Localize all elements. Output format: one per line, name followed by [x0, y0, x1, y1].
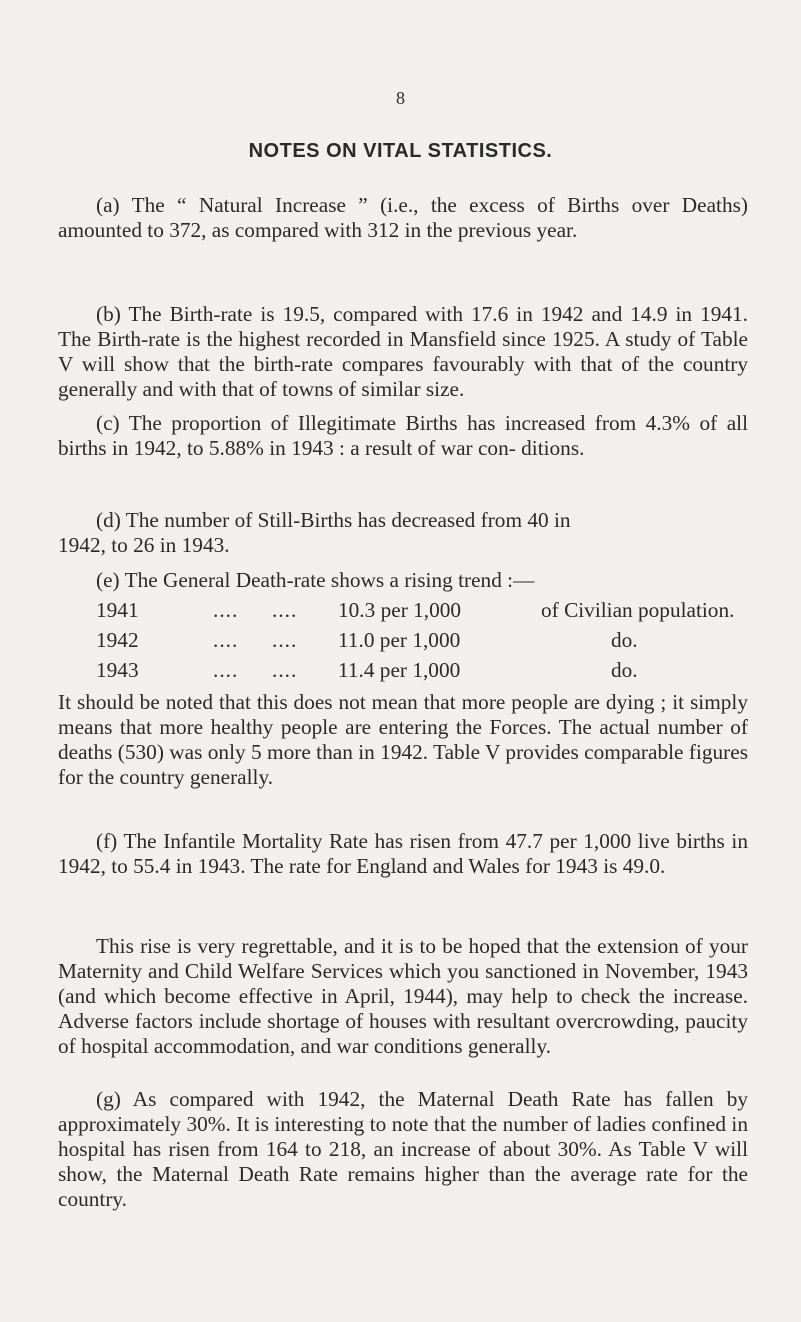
paragraph-e-continued: It should be noted that this does not mean that more people are dying ; it simply means that more healthy people are entering the Forces. The actual number of deaths (530) was only 5 more than in 1942. Table V provides comparable figures for the country generally. — [58, 690, 748, 789]
paragraph-a: (a) The “ Natural Increase ” (i.e., the excess of Births over Deaths) amounted to 372, as compared with 312 in the previous year. — [58, 193, 748, 242]
paragraph-g: (g) As compared with 1942, the Maternal Death Rate has fallen by approximately 30%. It is interesting to note that the number of ladies confined in hospital has risen from 164 to 218, an increase of about 30%. As Table V will show, the Maternal Death Rate remains higher than the average rate for the country. — [58, 1087, 748, 1211]
death-rate-year: 1943 — [96, 658, 139, 682]
death-rate-note: of Civilian population. — [541, 598, 735, 622]
paragraph-b: (b) The Birth-rate is 19.5, compared with 17.6 in 1942 and 14.9 in 1941. The Birth-rate is the highest recorded in Mansfield since 1925. A study of Table V will show that the birth-rate compares favourably with that of the country generally and with that of towns of similar size. — [58, 302, 748, 401]
paragraph-f: (f) The Infantile Mortality Rate has risen from 47.7 per 1,000 live births in 1942, to 55.4 in 1943. The rate for England and Wales for 1943 is 49.0. — [58, 829, 748, 878]
page-number: 8 — [396, 88, 405, 108]
death-rate-value: 11.0 per 1,000 — [338, 628, 461, 652]
death-rate-value: 11.4 per 1,000 — [338, 658, 461, 682]
paragraph-d-line2: 1942, to 26 in 1943. — [58, 533, 230, 557]
death-rate-value: 10.3 per 1,000 — [338, 598, 462, 622]
death-rate-year: 1942 — [96, 628, 139, 652]
leader-dots: .... — [272, 598, 298, 622]
death-rate-year: 1941 — [96, 598, 139, 622]
leader-dots: .... — [272, 628, 298, 652]
paragraph-d-line1: (d) The number of Still-Births has decreased from 40 in — [96, 508, 571, 532]
paragraph-e-intro: (e) The General Death-rate shows a rising trend :— — [96, 568, 535, 592]
leader-dots: .... — [213, 658, 239, 682]
page-title: NOTES ON VITAL STATISTICS. — [248, 140, 553, 162]
leader-dots: .... — [213, 598, 239, 622]
death-rate-note: do. — [611, 658, 638, 682]
paragraph-f-continued: This rise is very regrettable, and it is to be hoped that the extension of your Maternity and Child Welfare Services which you sanctioned in November, 1943 (and which become effective in April, 1944), may help to check the increase. Adverse factors include shortage of houses with resultant overcrowding, paucity of hospital accommodation, and war conditions generally. — [58, 934, 748, 1058]
paragraph-c: (c) The proportion of Illegitimate Births has increased from 4.3% of all births in 1942, to 5.88% in 1943 : a result of war con- ditions. — [58, 411, 748, 460]
death-rate-note: do. — [611, 628, 638, 652]
leader-dots: .... — [213, 628, 239, 652]
leader-dots: .... — [272, 658, 298, 682]
